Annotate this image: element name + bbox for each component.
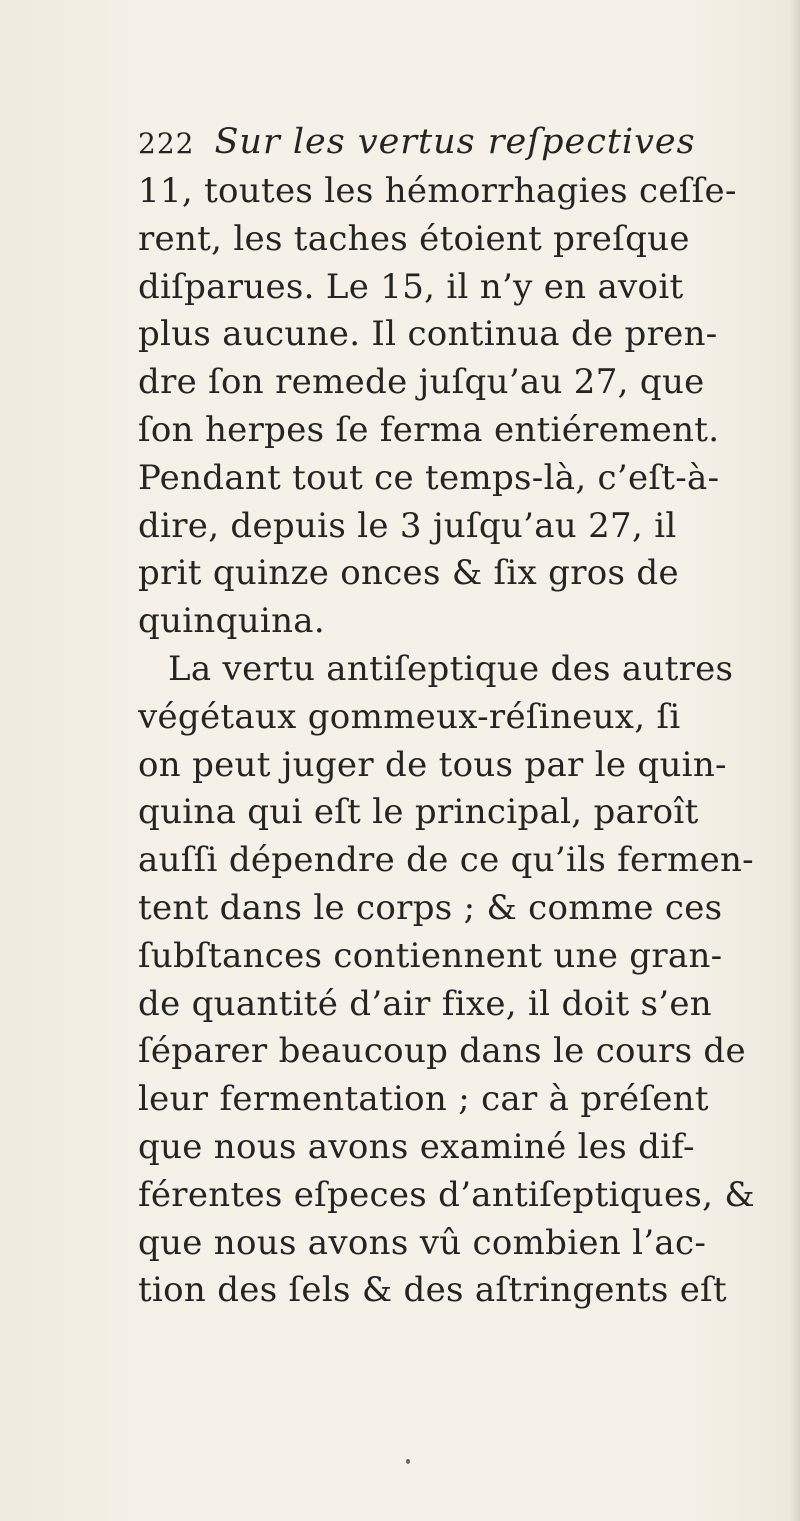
text-line: quina qui eſt le principal, paroît [138, 792, 699, 833]
text-line: ſéparer beaucoup dans le cours de [138, 1031, 746, 1072]
text-line: végétaux gommeux-réſineux, ſi [138, 696, 681, 737]
text-line: leur fermentation ; car à préſent [138, 1079, 709, 1120]
text-line: tent dans le corps ; & comme ces [138, 887, 723, 928]
body-text [138, 168, 790, 1315]
text-line: dre ſon remede juſqu’au 27, que [138, 362, 705, 403]
text-line: que nous avons vû combien l’ac- [138, 1222, 707, 1263]
text-line: diſparues. Le 15, il n’y en avoit [138, 266, 684, 307]
text-line: que nous avons examiné les dif- [138, 1126, 695, 1167]
text-line: tion des ſels & des aſtringents eſt [138, 1270, 728, 1311]
text-line: auſſi dépendre de ce qu’ils fermen- [138, 840, 754, 881]
text-line: on peut juger de tous par le quin- [138, 744, 727, 785]
text-line: Pendant tout ce temps-là, c’eſt-à- [138, 457, 720, 498]
paragraph-start-line: La vertu antiſeptique des autres [168, 648, 734, 689]
page-edge-shadow [790, 0, 800, 1521]
text-line: prit quinze onces & ſix gros de [138, 553, 679, 594]
text-line: plus aucune. Il continua de pren- [138, 314, 718, 355]
text-line: 11, toutes les hémorrhagies ceſſe- [138, 171, 737, 211]
running-header [138, 118, 696, 168]
text-line: dire, depuis le 3 juſqu’au 27, il [138, 505, 677, 546]
page-number: 222 [138, 127, 195, 160]
text-line: ſon herpes ſe ferma entiérement. [138, 409, 720, 450]
text-line: rent, les taches étoient preſque [138, 218, 690, 259]
text-line: ſubſtances contiennent une gran- [138, 935, 723, 976]
text-line: quinquina. [138, 601, 325, 642]
text-line: férentes eſpeces d’antiſeptiques, & [138, 1174, 755, 1215]
text-line: de quantité d’air fixe, il doit s’en [138, 983, 713, 1024]
ink-speck [406, 1459, 410, 1464]
running-title: Sur les vertus reſpectives [214, 122, 696, 162]
